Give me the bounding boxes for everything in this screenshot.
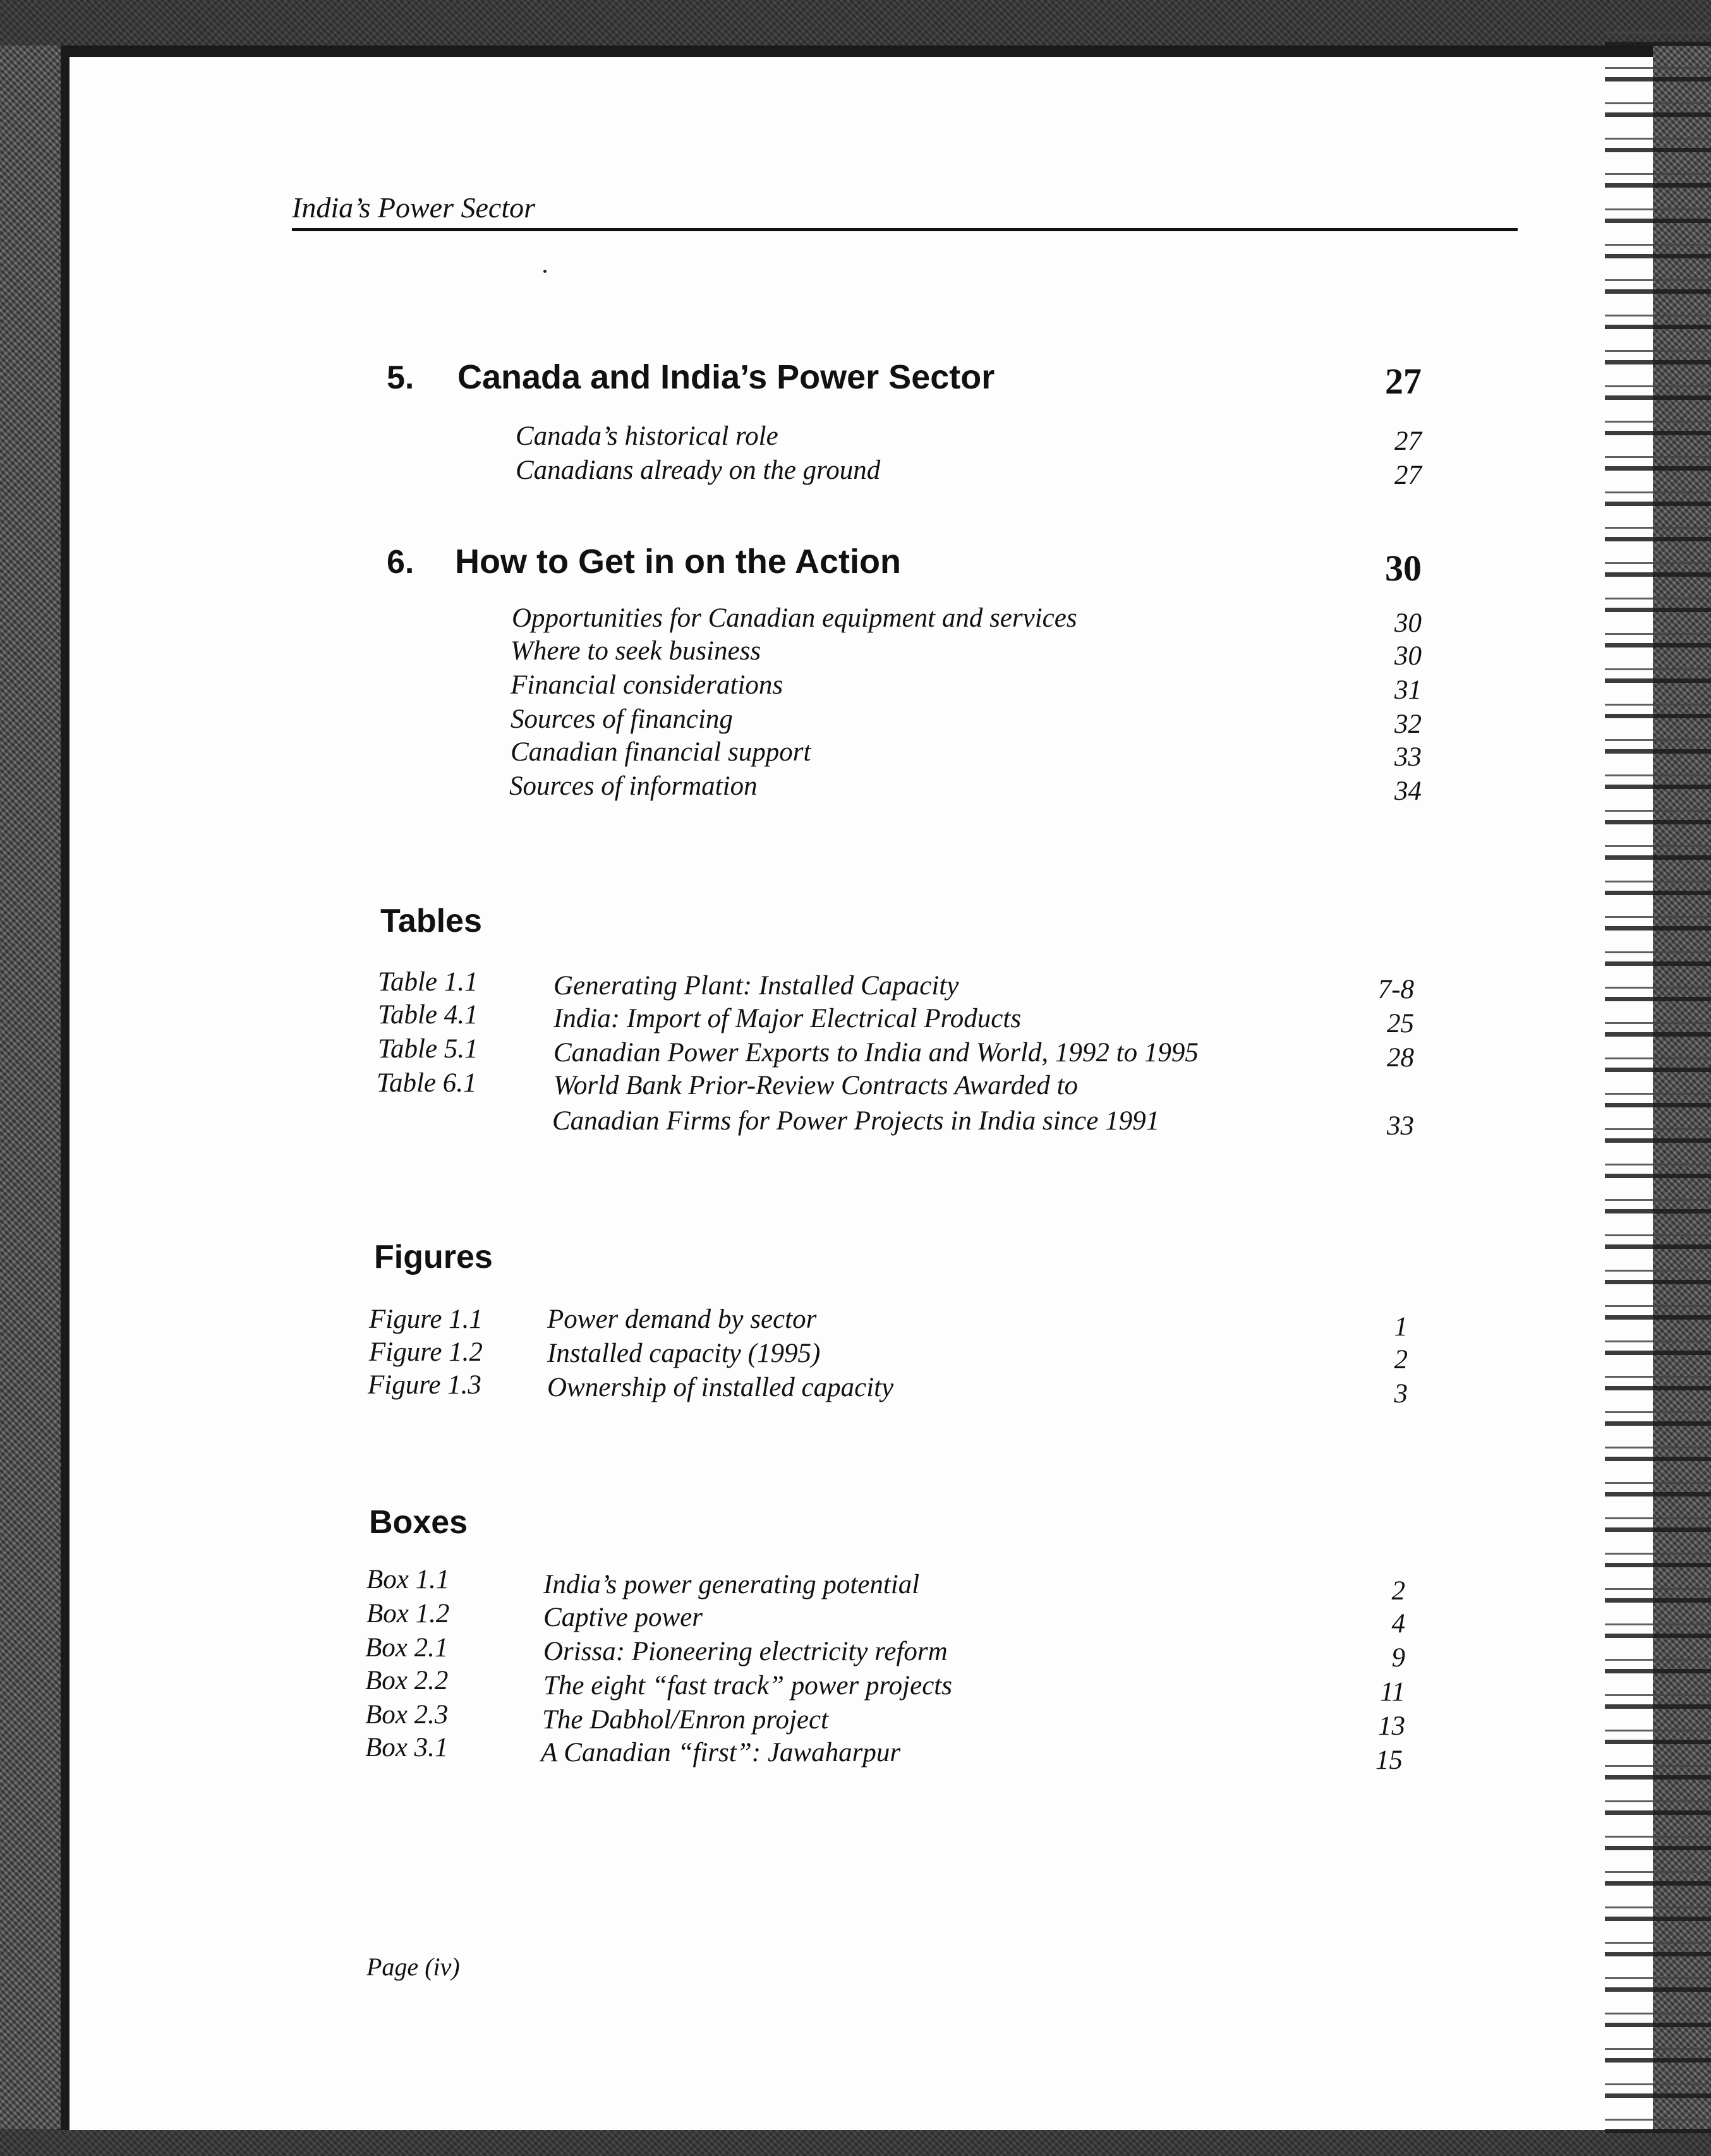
toc-entry-title: Sources of information — [509, 771, 758, 801]
page-number-footer: Page (iv) — [366, 1953, 460, 1981]
toc-entry-title: Where to seek business — [511, 636, 761, 666]
box-label: Box 2.3 — [365, 1700, 449, 1730]
figure-page: 2 — [1394, 1345, 1408, 1375]
toc-entry-page: 27 — [1394, 461, 1422, 490]
table-title-continued: Canadian Firms for Power Projects in India since 1991 — [552, 1106, 1160, 1136]
scan-speck — [543, 270, 547, 273]
box-title: India’s power generating potential — [543, 1570, 920, 1599]
figure-title: Ownership of installed capacity — [547, 1373, 894, 1402]
box-title: The eight “fast track” power projects — [543, 1671, 952, 1701]
box-label: Box 3.1 — [365, 1733, 449, 1762]
chapter-6-title: How to Get in on the Action — [455, 543, 901, 581]
toc-entry-title: Financial considerations — [511, 670, 783, 700]
figure-label: Figure 1.3 — [368, 1370, 481, 1400]
running-header: India’s Power Sector — [292, 191, 1518, 231]
table-page: 28 — [1387, 1043, 1414, 1073]
scan-border-bottom — [0, 2129, 1711, 2156]
table-title: Generating Plant: Installed Capacity — [553, 971, 959, 1001]
chapter-6-number: 6. — [387, 544, 414, 581]
table-page: 25 — [1387, 1009, 1414, 1039]
box-title: The Dabhol/Enron project — [542, 1705, 829, 1735]
box-label: Box 1.1 — [366, 1565, 450, 1594]
toc-entry-page: 34 — [1394, 776, 1422, 806]
toc-entry-page: 30 — [1394, 608, 1422, 638]
box-label: Box 1.2 — [366, 1599, 450, 1629]
toc-entry-title: Canadian financial support — [511, 737, 811, 767]
figure-page: 3 — [1394, 1379, 1408, 1409]
table-page: 33 — [1387, 1111, 1414, 1141]
chapter-5-number: 5. — [387, 359, 414, 396]
box-page: 2 — [1391, 1576, 1405, 1606]
box-page: 4 — [1391, 1609, 1405, 1639]
table-label: Table 1.1 — [378, 967, 478, 997]
table-title: World Bank Prior-Review Contracts Awarded to — [553, 1071, 1079, 1100]
chapter-5-page: 27 — [1385, 361, 1422, 402]
chapter-5-title: Canada and India’s Power Sector — [457, 358, 995, 396]
box-page: 13 — [1378, 1711, 1405, 1741]
chapter-6-page: 30 — [1385, 548, 1422, 589]
figure-label: Figure 1.2 — [369, 1337, 483, 1367]
section-heading-tables: Tables — [380, 903, 482, 939]
table-title: Canadian Power Exports to India and World, 1992 to 1995 — [553, 1038, 1199, 1068]
box-page: 9 — [1391, 1643, 1405, 1673]
toc-entry-title: Sources of financing — [511, 704, 733, 734]
table-label: Table 4.1 — [378, 1000, 478, 1030]
section-heading-boxes: Boxes — [369, 1504, 468, 1541]
toc-entry-page: 30 — [1394, 641, 1422, 671]
table-label: Table 6.1 — [377, 1068, 477, 1098]
section-heading-figures: Figures — [374, 1239, 493, 1275]
box-title: Captive power — [543, 1603, 703, 1632]
toc-entry-page: 33 — [1394, 742, 1422, 772]
toc-entry-page: 31 — [1394, 675, 1422, 705]
figure-page: 1 — [1394, 1312, 1408, 1342]
toc-entry-page: 32 — [1394, 709, 1422, 739]
scan-border-top — [0, 0, 1711, 45]
box-title: A Canadian “first”: Jawaharpur — [541, 1738, 901, 1768]
toc-entry-title: Canadians already on the ground — [516, 455, 881, 485]
box-title: Orissa: Pioneering electricity reform — [543, 1637, 948, 1666]
table-title: India: Import of Major Electrical Products — [553, 1004, 1022, 1033]
box-page: 11 — [1380, 1677, 1405, 1707]
table-label: Table 5.1 — [378, 1034, 478, 1064]
figure-title: Installed capacity (1995) — [547, 1339, 821, 1368]
figure-title: Power demand by sector — [547, 1304, 817, 1334]
table-page: 7-8 — [1377, 975, 1414, 1004]
toc-entry-title: Opportunities for Canadian equipment and services — [512, 603, 1077, 633]
box-label: Box 2.2 — [365, 1666, 449, 1695]
toc-entry-title: Canada’s historical role — [516, 421, 778, 451]
box-label: Box 2.1 — [365, 1633, 449, 1663]
figure-label: Figure 1.1 — [369, 1304, 483, 1334]
box-page: 15 — [1375, 1745, 1403, 1775]
toc-entry-page: 27 — [1394, 426, 1422, 456]
spiral-binding — [1605, 25, 1711, 2135]
